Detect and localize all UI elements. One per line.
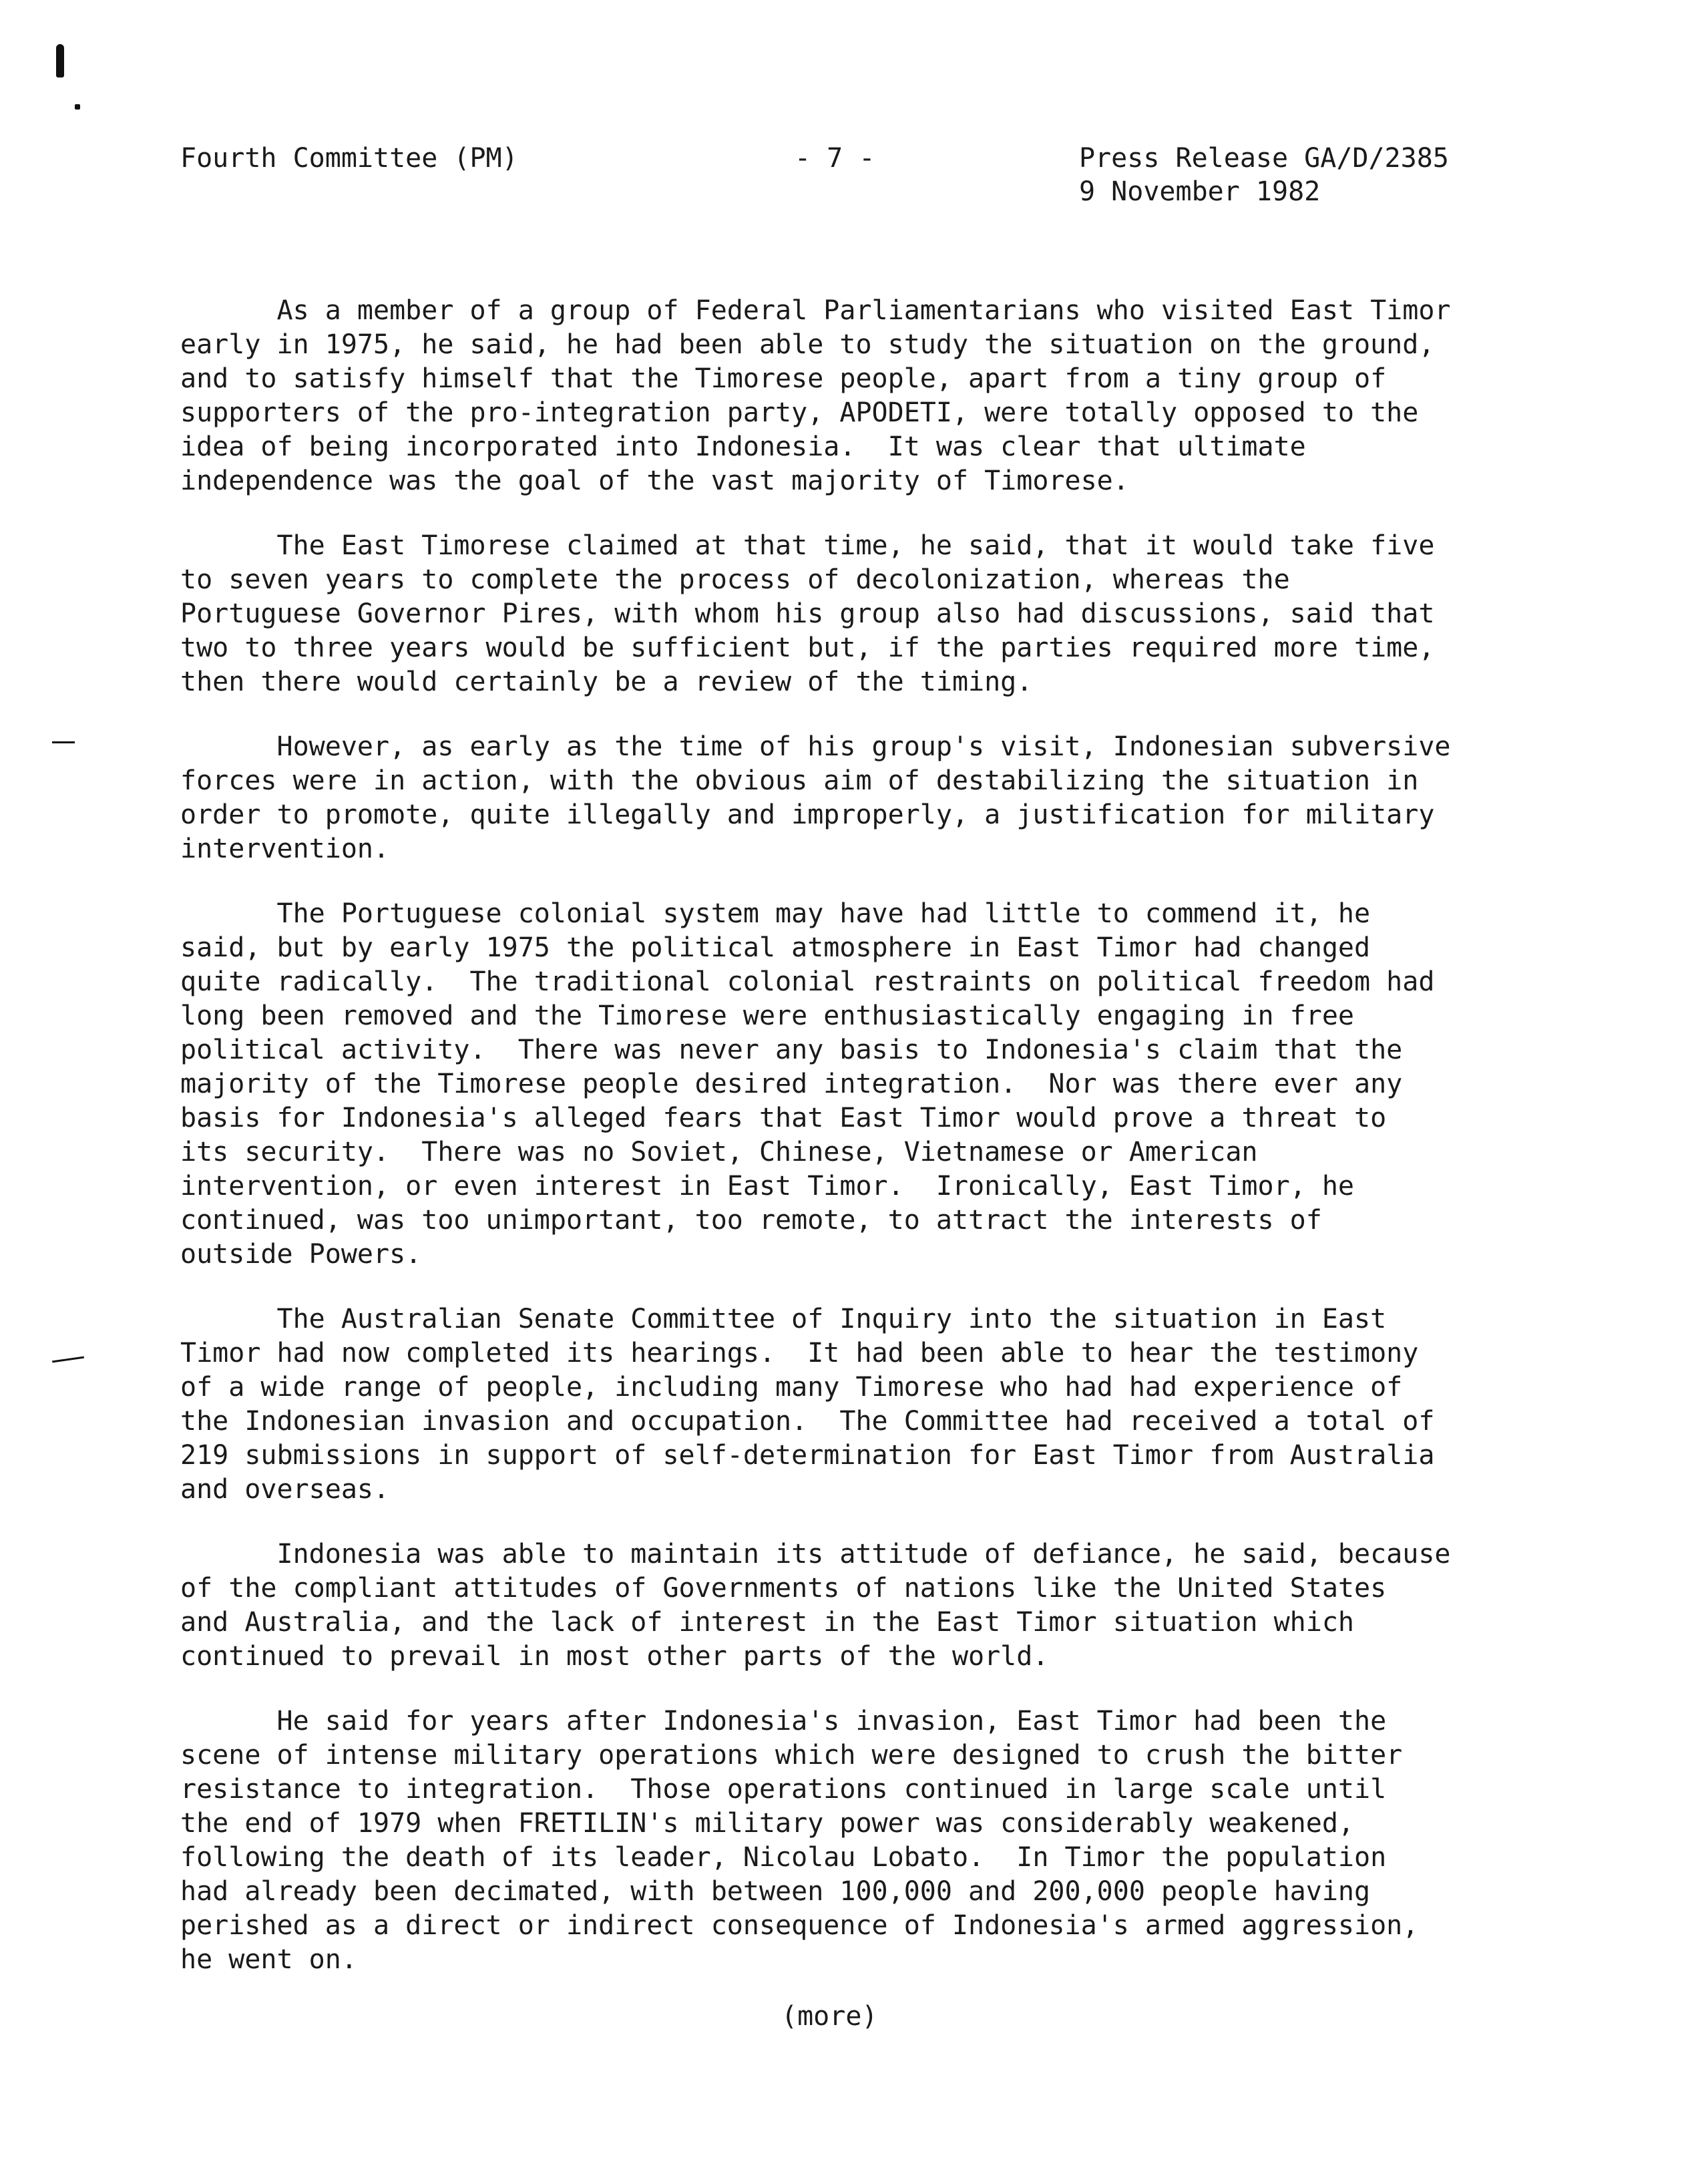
scan-mark-small (75, 104, 80, 110)
page-number: - 7 - (795, 143, 875, 174)
continuation-marker: (more) (781, 2001, 878, 2032)
paragraph: However, as early as the time of his group's visit, Indonesian subversive forces were in action, with the obvious aim of destabilizing the situation in order to promote, quite illegally and improperly, a justification for military intervention. (180, 731, 1451, 864)
paragraph: The Australian Senate Committee of Inquiry into the situation in East Timor had now completed its hearings. It had been able to hear the testimony of a wide range of people, including many Timorese who had had experience of the Indonesian invasion and occupation. The Committee had received a total of 219 submissions in support of self-determination for East Timor from Australia and overseas. (180, 1304, 1435, 1505)
paragraph: Indonesia was able to maintain its attitude of defiance, he said, because of the compliant attitudes of Governments of nations like the United States and Australia, and the lack of interest in the East Timor situation which continued to prevail in most other parts of the world. (180, 1539, 1451, 1672)
paragraph: The Portuguese colonial system may have had little to commend it, he said, but by early 1975 the political atmosphere in East Timor had changed quite radically. The traditional colonial restraints on political freedom had long been removed and the Timorese were enthusiastically engaging in free political activity. There was never any basis to Indonesia's claim that the majority of the Timorese people desired integration. Nor was there ever any basis for Indonesia's alleged fears that East Timor would prove a threat to its security. There was no Soviet, Chinese, Vietnamese or American intervention, or even interest in East Timor. Ironically, East Timor, he continued, was too unimportant, too remote, to attract the interests of outside Powers. (180, 898, 1435, 1270)
paragraph: As a member of a group of Federal Parliamentarians who visited East Timor early in 1975, he said, he had been able to study the situation on the ground, and to satisfy himself that the Timorese people, apart from a tiny group of supporters of the pro-integration party, APODETI, were totally opposed to the idea of being incorporated into Indonesia. It was clear that ultimate independence was the goal of the vast majority of Timorese. (180, 295, 1451, 496)
release-block (1079, 142, 1449, 208)
document-body (180, 294, 1489, 2008)
committee-header: Fourth Committee (PM) (180, 143, 518, 174)
scan-mark-dash (52, 741, 75, 743)
paragraph: The East Timorese claimed at that time, he said, that it would take five to seven years to complete the process of decolonization, whereas the Portuguese Governor Pires, with whom his group also had discussions, said that two to three years would be sufficient but, if the parties required more time, then there would certainly be a review of the timing. (180, 530, 1435, 697)
scan-mark-top (56, 44, 64, 77)
release-date: 9 November 1982 (1079, 176, 1321, 207)
press-release-number: Press Release GA/D/2385 (1079, 143, 1449, 174)
paragraph: He said for years after Indonesia's invasion, East Timor had been the scene of intense military operations which were designed to crush the bitter resistance to integration. Those operations continued in large scale until the end of 1979 when FRETILIN's military power was considerably weakened, following the death of its leader, Nicolau Lobato. In Timor the population had already been decimated, with between 100,000 and 200,000 people having perished as a direct or indirect consequence of Indonesia's armed aggression, he went on. (180, 1706, 1419, 1975)
scan-mark-curve (52, 1356, 84, 1363)
